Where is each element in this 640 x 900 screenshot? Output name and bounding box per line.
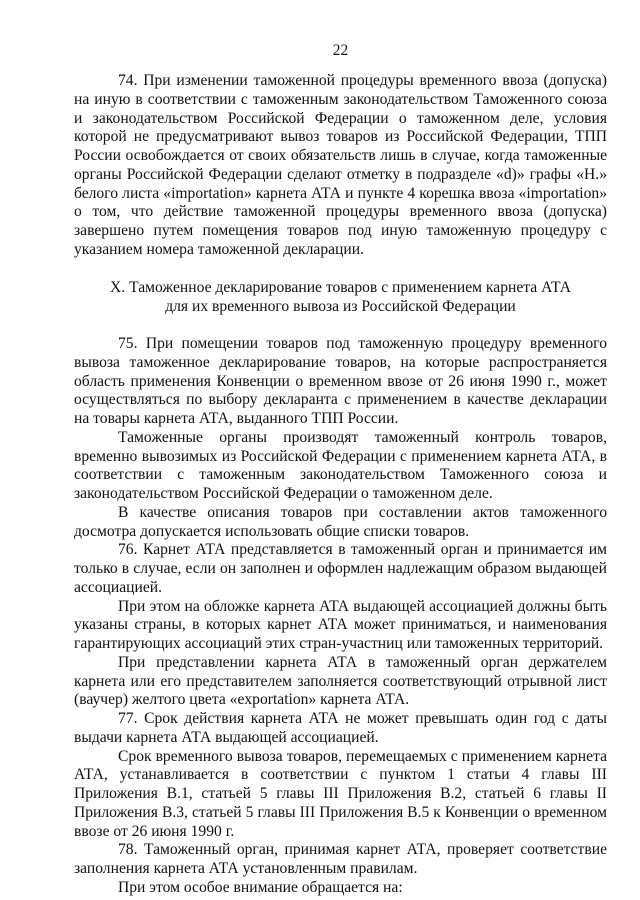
paragraph-goods-description: В качестве описания товаров при составлении актов таможенного досмотра допускается использовать общие списки товаров. [74, 503, 607, 540]
paragraph-voucher: При представлении карнета АТА в таможенный орган держателем карнета или его представителем заполняется соответствующий отрывной лист (ваучер) желтого цвета «exportation» карнета АТА. [74, 653, 607, 709]
paragraph-78: 78. Таможенный орган, принимая карнет АТА, проверяет соответствие заполнения карнета АТА установленным правилам. [74, 841, 607, 877]
paragraph-74: 74. При изменении таможенной процедуры временного ввоза (допуска) на иную в соответствии с таможенным законодательством Таможенного союза и законодательством Российской Федерации о таможенном деле, условия которой не предусматривают вывоз товаров из Российской Федерации, ТПП России освобождается от своих обязательств лишь в случае, когда таможенные органы Российской Федерации сделают отметку в подразделе «d)» графы «H.» белого листа «importation» карнета АТА и пункте 4 корешка ввоза «importation» о том, что действие таможенной процедуры временного ввоза (допуска) завершено путем помещения товаров под иную таможенную процедуру с указанием номера таможенной декларации. [74, 72, 607, 258]
paragraph-customs-control: Таможенные органы производят таможенный контроль товаров, временно вывозимых из Российской Федерации с применением карнета АТА, в соответствии с таможенным законодательством Таможенного союза и законодательством Российской Федерации о таможенном деле. [74, 428, 607, 502]
section-x-body [74, 335, 607, 898]
page-number: 22 [332, 42, 349, 59]
paragraph-export-term: Срок временного вывоза товаров, перемещаемых с применением карнета АТА, устанавливается в соответствии с пунктом 1 статьи 4 главы III Приложения B.1, статьей 5 главы III Приложения B.2, статьей 6 главы II Приложения B.3, статьей 5 главы III Приложения B.5 к Конвенции о временном ввозе от 26 июня 1990 г. [74, 747, 607, 840]
paragraph-75: 75. При помещении товаров под таможенную процедуру временного вывоза таможенное декларирование товаров, на которые распространяется область применения Конвенции о временном ввозе от 26 июня 1990 г., может осуществляться по выбору декларанта с применением в качестве декларации на товары карнета АТА, выданного ТПП России. [74, 335, 607, 427]
section-x-heading-line2: для их временного вывоза из Российской Федерации [165, 298, 516, 315]
paragraph-cover-countries: При этом на обложке карнета АТА выдающей ассоциацией должны быть указаны страны, в которых карнет АТА может приниматься, и наименования гарантирующих ассоциаций этих стран-участниц или таможенных территорий. [74, 597, 607, 652]
paragraph-77: 77. Срок действия карнета АТА не может превышать один год с даты выдачи карнета АТА выдающей ассоциацией. [74, 710, 607, 746]
section-x-heading [74, 278, 607, 316]
section-x-heading-line1: X. Таможенное декларирование товаров с применением карнета АТА [110, 279, 571, 296]
paragraph-74-block [74, 72, 607, 260]
paragraph-76: 76. Карнет АТА представляется в таможенный орган и принимается им только в случае, если он заполнен и оформлен надлежащим образом выдающей ассоциацией. [74, 541, 607, 596]
paragraph-special-attention: При этом особое внимание обращается на: [118, 878, 403, 896]
